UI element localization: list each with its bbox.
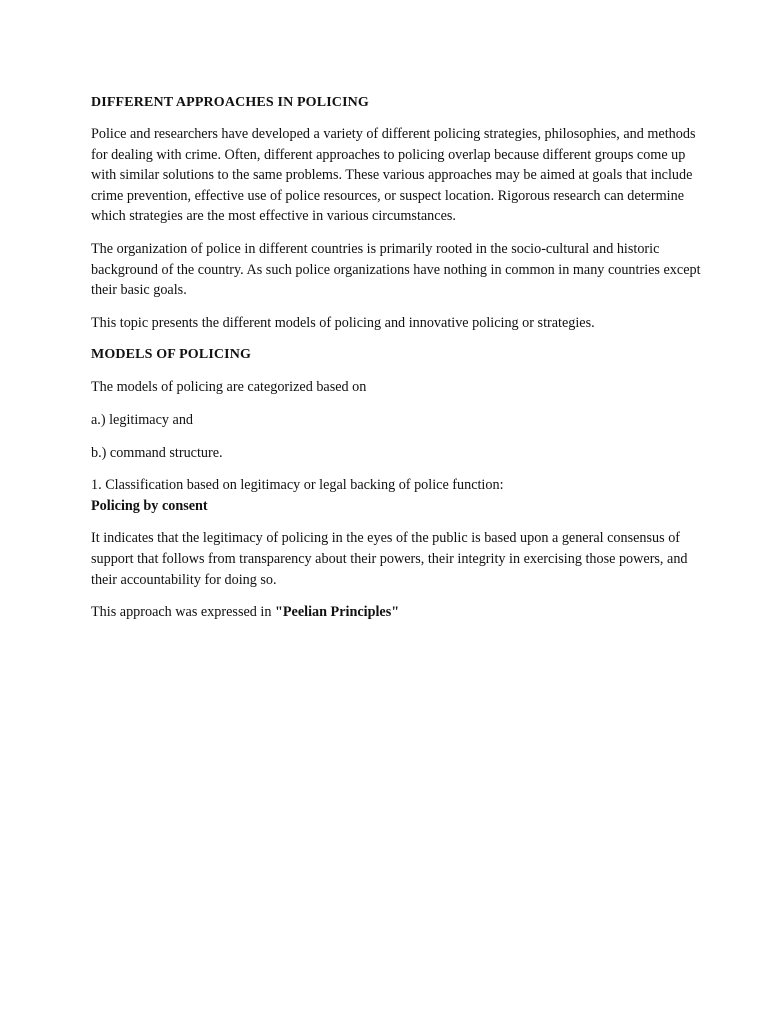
paragraph-consent-definition: It indicates that the legitimacy of policing in the eyes of the public is based upon a general consensus of support that follows from transparency about their powers, their integrity in exercising those powers, and their accountability for doing so.: [91, 530, 688, 588]
list-item-command-structure: b.) command structure.: [91, 444, 223, 461]
subheading-policing-by-consent: Policing by consent: [91, 497, 208, 514]
paragraph-models-categorized: The models of policing are categorized based on: [91, 379, 367, 396]
paragraph-peelian: [91, 602, 708, 623]
list-item-classification-legitimacy: 1. Classification based on legitimacy or legal backing of police function:: [91, 477, 504, 494]
peelian-principles-text: "Peelian Principles": [275, 604, 400, 621]
list-item-legitimacy: a.) legitimacy and: [91, 411, 194, 428]
paragraph-organization: The organization of police in different countries is primarily rooted in the socio-cultural and historic background of the country. As such police organizations have nothing in common in many countries except their basic goals.: [91, 240, 701, 299]
heading-different-approaches: DIFFERENT APPROACHES IN POLICING: [91, 95, 369, 110]
heading-models-of-policing: MODELS OF POLICING: [91, 347, 252, 363]
paragraph-intro: Police and researchers have developed a variety of different policing strategies, philosophies, and methods for dealing with crime. Often, different approaches to policing overlap because different groups come up with similar solutions to the same problems. These various approaches may be aimed at goals that include crime prevention, effective use of police resources, or suspect location. Rigorous research can determine which strategies are the most effective in various circumstances.: [91, 126, 696, 225]
paragraph-topic: This topic presents the different models of policing and innovative policing or strategies.: [91, 314, 595, 331]
peelian-prefix-text: This approach was expressed in: [91, 604, 275, 621]
